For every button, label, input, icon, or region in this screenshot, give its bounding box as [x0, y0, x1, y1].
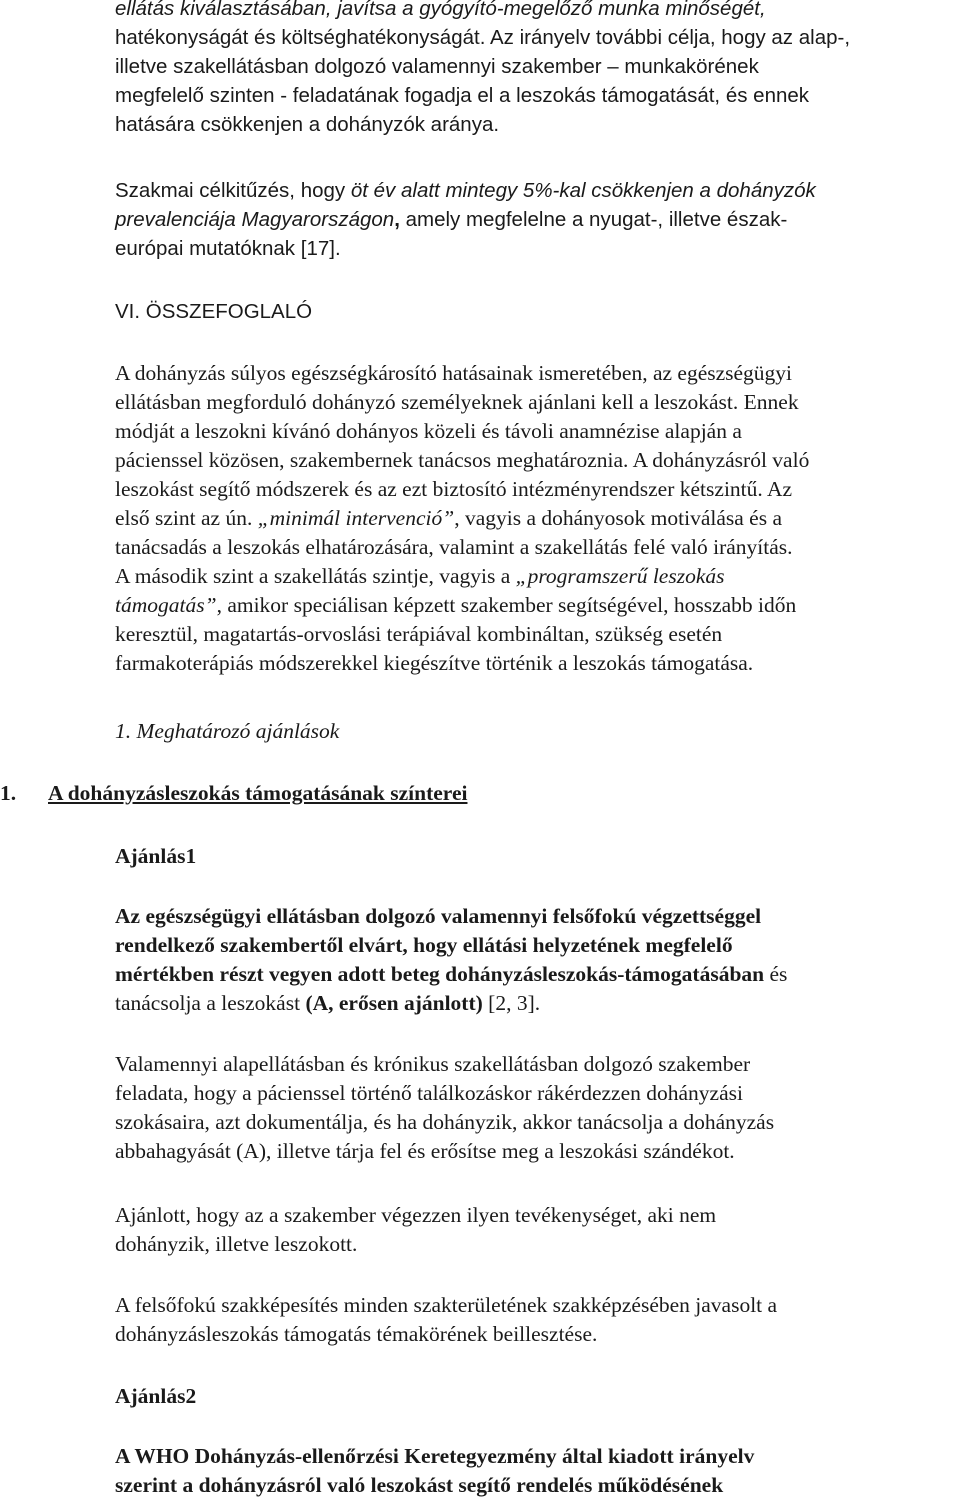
- strong-text: mértékben részt vegyen adott beteg dohányzásleszokás-támogatásában: [115, 962, 765, 986]
- emphasis-text: prevalenciája Magyarországon: [115, 208, 395, 231]
- text-line: [115, 562, 935, 591]
- text-run: tanácsolja a leszokást: [115, 991, 306, 1015]
- text-line: hatékonyságát és költséghatékonyságát. Az irányelv további célja, hogy az alap-,: [115, 26, 851, 49]
- section-number: 1.: [0, 781, 17, 805]
- text-line: leszokást segítő módszerek és az ezt biztosító intézményrendszer kétszintű. Az: [115, 477, 793, 501]
- text-line: Az egészségügyi ellátásban dolgozó valamennyi felsőfokú végzettséggel: [115, 904, 762, 928]
- text-line: farmakoterápiás módszerekkel kiegészítve történik a leszokás támogatása.: [115, 651, 754, 675]
- goal-paragraph: [115, 176, 935, 263]
- text-line: tanácsadás a leszokás elhatározására, valamint a szakellátás felé való irányítás.: [115, 535, 793, 559]
- training-paragraph: [115, 1291, 935, 1349]
- text-run: , amikor speciálisan képzett szakember segítségével, hosszabb időn: [216, 593, 797, 617]
- text-line: rendelkező szakembertől elvárt, hogy ellátási helyzetének megfelelő: [115, 933, 733, 957]
- text-line: megfelelő szinten - feladatának fogadja el a leszokás támogatását, és ennek: [115, 84, 810, 107]
- recommendation-1-title: [115, 842, 935, 871]
- emphasis-text: támogatás”: [115, 593, 217, 617]
- text-line: ellátás kiválasztásában, javítsa a gyógyító-megelőző munka minőségét,: [115, 0, 766, 20]
- text-line: ellátásban megforduló dohányzó személyeknek ajánlani kell a leszokást. Ennek: [115, 390, 799, 414]
- text-run: amely megfelelne a nyugat-, illetve észak-: [399, 208, 788, 231]
- text-line: Valamennyi alapellátásban és krónikus szakellátásban dolgozó szakember: [115, 1052, 751, 1076]
- recommendation-2-text: [115, 1442, 935, 1500]
- text-line: keresztül, magatartás-orvoslási terápiával kombináltan, szükség esetén: [115, 622, 723, 646]
- text-line: módját a leszokni kívánó dohányos közeli és távoli anamnézise alapján a: [115, 419, 742, 443]
- text-line: [115, 989, 935, 1018]
- text-line: [115, 504, 935, 533]
- text-line: feladata, hogy a pácienssel történő találkozáskor rákérdezzen dohányzási: [115, 1081, 743, 1105]
- text-line: abbahagyását (A), illetve tárja fel és erősítse meg a leszokási szándékot.: [115, 1139, 735, 1163]
- text-line: szokásaira, azt dokumentálja, és ha dohányzik, akkor tanácsolja a dohányzás: [115, 1110, 775, 1134]
- text-line: dohányzásleszokás támogatás témakörének beillesztése.: [115, 1322, 598, 1346]
- text-line: A felsőfokú szakképesítés minden szakterületének szakképzésében javasolt a: [115, 1293, 778, 1317]
- text-line: pácienssel közösen, szakembernek tanácsos meghatároznia. A dohányzásról való: [115, 448, 810, 472]
- text-line: [115, 960, 935, 989]
- text-run: Szakmai célkitűzés, hogy: [115, 179, 351, 202]
- text-line: A dohányzás súlyos egészségkárosító hatásainak ismeretében, az egészségügyi: [115, 361, 793, 385]
- recommendation-1-text: [115, 902, 935, 1018]
- text-line: A WHO Dohányzás-ellenőrzési Keretegyezmény által kiadott irányelv: [115, 1444, 755, 1468]
- text-line: szerint a dohányzásról való leszokást segítő rendelés működésének: [115, 1473, 724, 1497]
- text-line: dohányzik, illetve leszokott.: [115, 1232, 358, 1256]
- text-run: első szint az ún.: [115, 506, 258, 530]
- section-heading-summary: [115, 297, 935, 326]
- text-line: [115, 591, 935, 620]
- section-heading: [0, 779, 940, 808]
- recommendation-2-title: [115, 1382, 935, 1411]
- text-run: A második szint a szakellátás szintje, vagyis a: [115, 564, 516, 588]
- section-title: A dohányzásleszokás támogatásának színterei: [48, 781, 468, 805]
- subheading-recommendations: [115, 717, 935, 746]
- primary-care-paragraph: [115, 1050, 935, 1166]
- text-line: [115, 176, 935, 205]
- emphasis-text: öt év alatt mintegy 5%-kal csökkenjen a dohányzók: [350, 179, 816, 202]
- text-line: európai mutatóknak [17].: [115, 237, 341, 260]
- emphasis-text: „programszerű leszokás: [515, 564, 725, 588]
- intro-paragraph: [115, 0, 935, 139]
- emphasis-text: „minimál intervenció”: [257, 506, 455, 530]
- strong-text: (A, erősen ajánlott): [305, 991, 483, 1015]
- text-run: és: [764, 962, 788, 986]
- text-line: Ajánlott, hogy az a szakember végezzen ilyen tevékenységet, aki nem: [115, 1203, 717, 1227]
- heading-text: VI. ÖSSZEFOGLALÓ: [115, 300, 313, 323]
- heading-text: Ajánlás2: [115, 1384, 197, 1408]
- summary-paragraph: [115, 359, 935, 678]
- text-run: ,: [394, 208, 400, 231]
- text-line: hatására csökkenjen a dohányzók aránya.: [115, 113, 500, 136]
- text-run: , vagyis a dohányosok motiválása és a: [454, 506, 782, 530]
- text-line: [115, 205, 935, 234]
- heading-text: Ajánlás1: [115, 844, 197, 868]
- text-run: [2, 3].: [482, 991, 541, 1015]
- text-line: illetve szakellátásban dolgozó valamennyi szakember – munkakörének: [115, 55, 759, 78]
- heading-text: 1. Meghatározó ajánlások: [115, 719, 340, 743]
- non-smoker-paragraph: [115, 1201, 935, 1259]
